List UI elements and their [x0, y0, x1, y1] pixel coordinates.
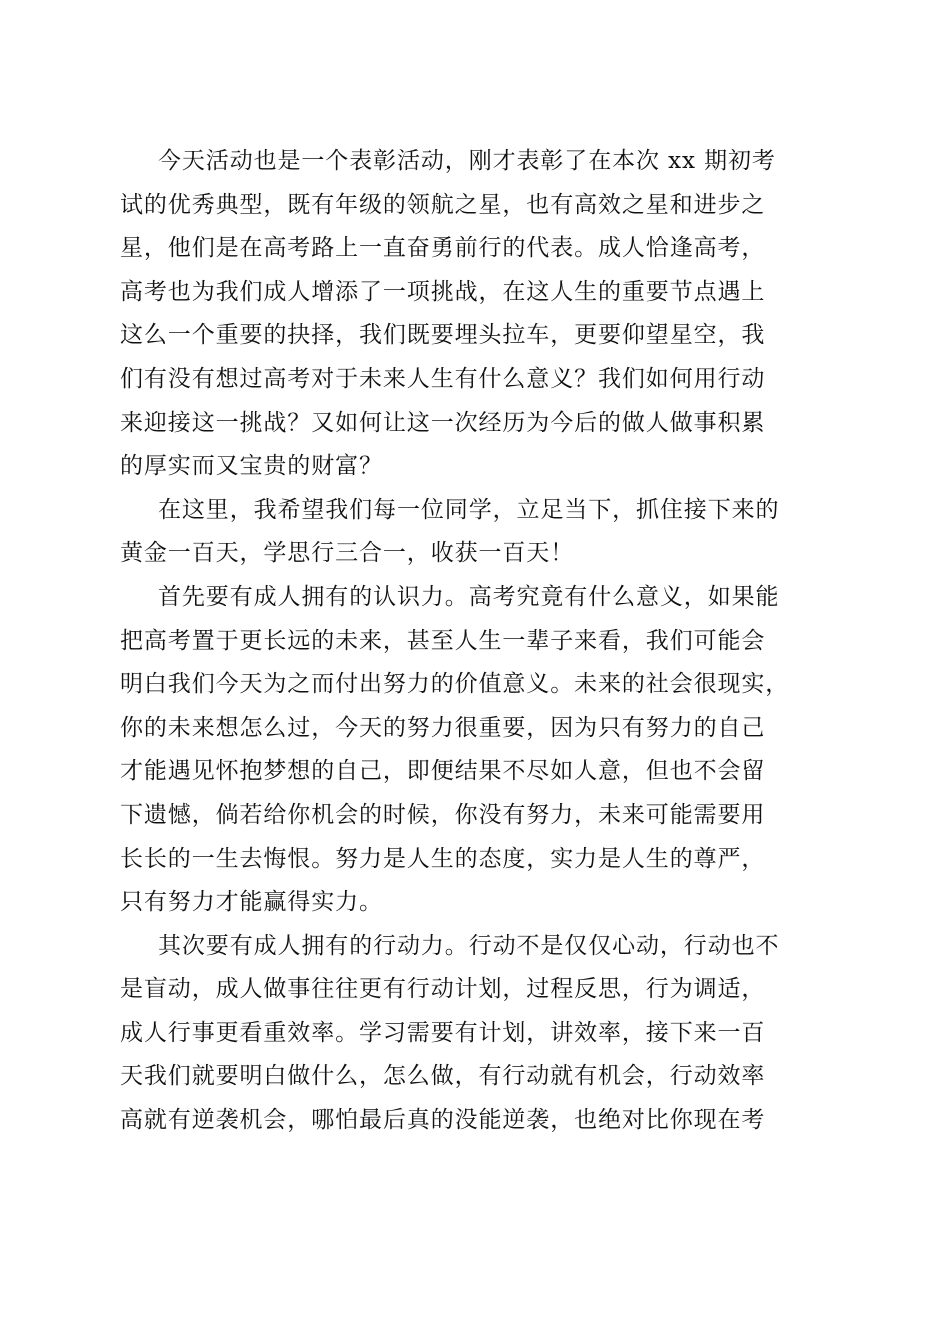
paragraph-4-line-3: 成人行事更看重效率。学习需要有计划，讲效率，接下来一百 — [120, 1019, 766, 1046]
paragraph-3-line-2: 把高考置于更长远的未来，甚至人生一辈子来看，我们可能会 — [120, 627, 766, 654]
paragraph-1-line-7: 来迎接这一挑战？又如何让这一次经历为今后的做人做事积累 — [120, 409, 766, 436]
paragraph-1-line-8: 的厚实而又宝贵的财富？ — [120, 453, 383, 480]
paragraph-1-line-5: 这么一个重要的抉择，我们既要埋头拉车，更要仰望星空，我 — [120, 322, 766, 349]
paragraph-3-line-1: 首先要有成人拥有的认识力。高考究竟有什么意义，如果能 — [158, 583, 780, 610]
paragraph-3-line-3: 明白我们今天为之而付出努力的价值意义。未来的社会很现实， — [120, 671, 790, 698]
paragraph-2-line-2: 黄金一百天，学思行三合一，收获一百天！ — [120, 540, 575, 567]
paragraph-3-line-7: 长长的一生去悔恨。努力是人生的态度，实力是人生的尊严， — [120, 845, 766, 872]
paragraph-3-line-4: 你的未来想怎么过，今天的努力很重要，因为只有努力的自己 — [120, 714, 766, 741]
paragraph-4-line-4: 天我们就要明白做什么，怎么做，有行动就有机会，行动效率 — [120, 1063, 766, 1090]
paragraph-1-line-3: 星，他们是在高考路上一直奋勇前行的代表。成人恰逢高考， — [120, 235, 766, 262]
paragraph-1-line-4: 高考也为我们成人增添了一项挑战，在这人生的重要节点遇上 — [120, 278, 766, 305]
paragraph-2-line-1: 在这里，我希望我们每一位同学，立足当下，抓住接下来的 — [158, 496, 780, 523]
paragraph-1-line-6: 们有没有想过高考对于未来人生有什么意义？我们如何用行动 — [120, 365, 766, 392]
paragraph-4-line-1: 其次要有成人拥有的行动力。行动不是仅仅心动，行动也不 — [158, 932, 780, 959]
paragraph-3-line-8: 只有努力才能赢得实力。 — [120, 889, 383, 916]
paragraph-4-line-2: 是盲动，成人做事往往更有行动计划，过程反思，行为调适， — [120, 976, 766, 1003]
paragraph-1-line-1: 今天活动也是一个表彰活动，刚才表彰了在本次 xx 期初考 — [158, 148, 776, 174]
paragraph-3-line-5: 才能遇见怀抱梦想的自己，即便结果不尽如人意，但也不会留 — [120, 758, 766, 785]
paragraph-3-line-6: 下遗憾，倘若给你机会的时候，你没有努力，未来可能需要用 — [120, 801, 766, 828]
document-body — [120, 140, 832, 1143]
paragraph-4-line-5: 高就有逆袭机会，哪怕最后真的没能逆袭，也绝对比你现在考 — [120, 1107, 766, 1134]
paragraph-1-line-2: 试的优秀典型，既有年级的领航之星，也有高效之星和进步之 — [120, 191, 766, 218]
